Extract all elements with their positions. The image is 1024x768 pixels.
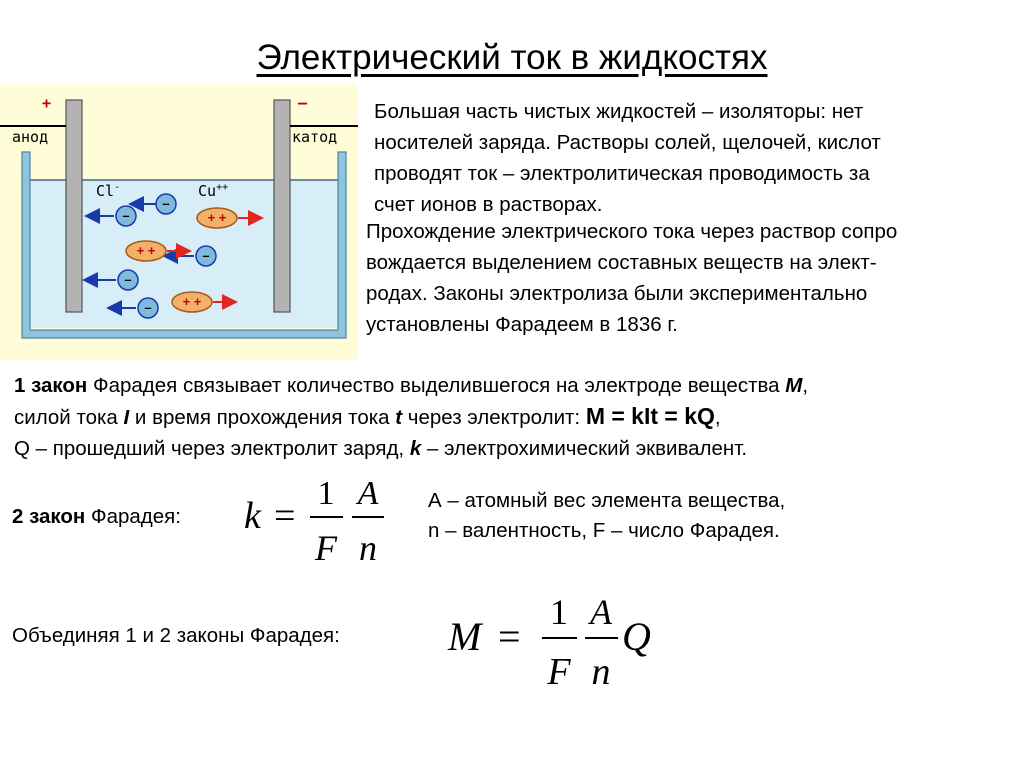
formula-den1: F xyxy=(315,528,337,568)
var-m: M xyxy=(785,374,803,397)
law1-line-1: 1 закон Фарадея связывает количество выделившегося на электроде вещества M, xyxy=(14,374,809,397)
text-line: Большая часть чистых жидкостей – изоляторы: нет xyxy=(374,100,864,123)
formula-eq: = xyxy=(274,495,296,537)
text-line: установлены Фарадеем в 1836 г. xyxy=(366,313,678,336)
cation-label: Cu++ xyxy=(198,182,229,200)
text-line: вождается выделением составных веществ на элект- xyxy=(366,251,877,274)
law2-title: 2 закон xyxy=(12,505,86,528)
anode-electrode xyxy=(66,100,82,312)
law2-label: 2 закон Фарадея: xyxy=(12,505,181,528)
text-line: А – атомный вес элемента вещества, xyxy=(428,489,786,512)
text-line: Прохождение электрического тока через раствор сопро xyxy=(366,220,898,243)
formula-den2: n xyxy=(591,651,611,693)
formula-num2: A xyxy=(357,475,379,512)
svg-text:–: – xyxy=(162,196,170,211)
svg-text:+ +: + + xyxy=(207,210,227,225)
formula-den1: F xyxy=(547,651,571,693)
svg-text:–: – xyxy=(144,300,152,315)
cathode-sign: – xyxy=(298,94,308,112)
formula-lhs: k xyxy=(244,495,261,537)
law1-formula: M = kIt = kQ xyxy=(585,403,715,429)
anion-label: Cl- xyxy=(96,182,121,200)
formula-eq: = xyxy=(498,614,521,659)
law1-title: 1 закон xyxy=(14,374,88,397)
svg-text:–: – xyxy=(124,272,132,287)
var-k: k xyxy=(409,437,422,460)
law2-formula xyxy=(240,466,400,570)
law1-line-2: силой тока I и время прохождения тока t через электролит: M = kIt = kQ, xyxy=(14,403,721,429)
law2-explanation xyxy=(428,486,785,546)
text-line: n – валентность, F – число Фарадея. xyxy=(428,519,780,542)
formula-tail: Q xyxy=(622,614,651,659)
electrolysis-diagram xyxy=(0,84,358,360)
electrolysis-paragraph xyxy=(366,216,897,340)
svg-text:+ +: + + xyxy=(136,243,156,258)
formula-den2: n xyxy=(359,528,377,568)
text-line: проводят ток – электролитическая проводимость за xyxy=(374,162,870,185)
anode-label: анод xyxy=(12,128,49,146)
var-t: t xyxy=(395,406,403,429)
intro-paragraph xyxy=(374,96,881,220)
cathode-label: катод xyxy=(292,128,338,146)
text-line: счет ионов в растворах. xyxy=(374,193,603,216)
law1-line-3: Q – прошедший через электролит заряд, k – электрохимический эквивалент. xyxy=(14,437,748,460)
combined-label: Объединяя 1 и 2 законы Фарадея: xyxy=(12,624,340,647)
combined-formula xyxy=(446,584,676,696)
formula-num2: A xyxy=(590,592,612,632)
svg-text:–: – xyxy=(122,208,130,223)
page-title: Электрический ток в жидкостях xyxy=(256,38,768,77)
svg-text:+ +: + + xyxy=(182,294,202,309)
var-i: I xyxy=(123,406,130,429)
anode-sign: + xyxy=(42,94,52,112)
text-line: носителей заряда. Растворы солей, щелочей, кислот xyxy=(374,131,881,154)
faraday-law-1 xyxy=(14,370,808,464)
formula-lhs: M xyxy=(448,614,482,659)
svg-text:–: – xyxy=(202,248,210,263)
text-line: родах. Законы электролиза были экспериментально xyxy=(366,282,868,305)
formula-num1: 1 xyxy=(550,592,568,632)
cathode-electrode xyxy=(274,100,290,312)
formula-num1: 1 xyxy=(317,475,335,512)
